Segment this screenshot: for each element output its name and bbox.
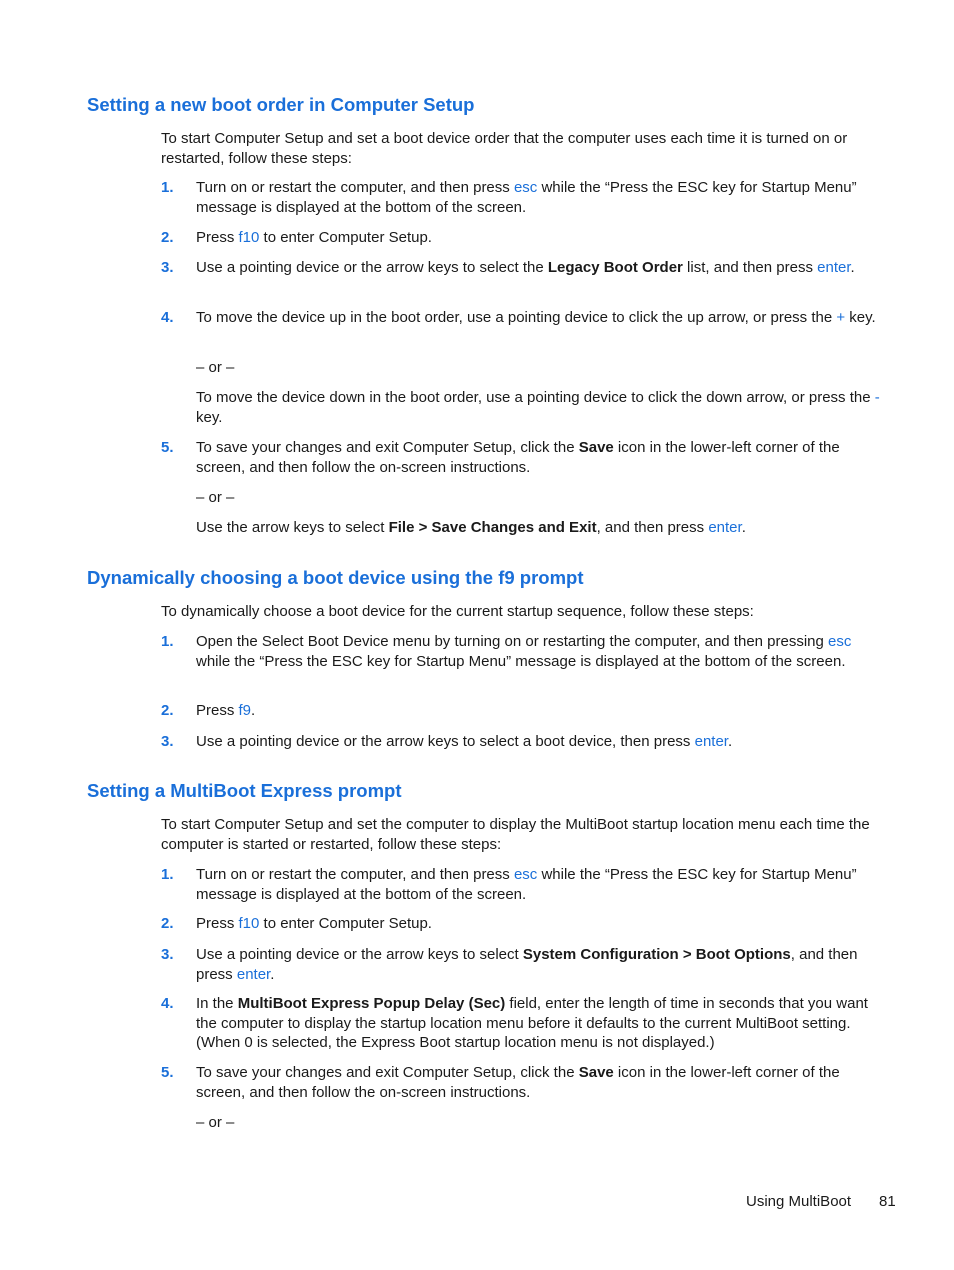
key-name: enter	[236, 965, 271, 983]
step-number: 1.	[161, 633, 174, 650]
step-text-alternative: To move the device down in the boot order, use a pointing device to click the down arrow, or press the - key.	[196, 389, 880, 426]
step-number: 2.	[161, 915, 174, 932]
step-number: 4.	[161, 995, 174, 1012]
ui-term: System Configuration > Boot Options	[522, 946, 791, 963]
section-heading-f9-prompt: Dynamically choosing a boot device using the f9 prompt	[87, 567, 584, 588]
step-number: 3.	[161, 733, 174, 750]
step-text: Open the Select Boot Device menu by turning on or restarting the computer, and then pressing esc while the “Press the ESC key for Startup Menu” message is displayed at the bottom of the screen.	[196, 633, 852, 670]
step-text: Use a pointing device or the arrow keys to select the Legacy Boot Order list, and then press enter.	[196, 259, 855, 276]
step-number: 5.	[161, 439, 174, 456]
key-name: esc	[513, 179, 538, 196]
key-name: +	[836, 309, 846, 326]
step-text-alternative: Use the arrow keys to select File > Save Changes and Exit, and then press enter.	[196, 519, 746, 536]
key-name: f9	[238, 702, 252, 719]
step-text: Use a pointing device or the arrow keys to select System Configuration > Boot Options, and then press enter.	[196, 946, 858, 983]
page-number: 81	[879, 1193, 896, 1210]
section-intro: To dynamically choose a boot device for the current startup sequence, follow these steps:	[161, 603, 754, 620]
ui-term: Legacy Boot Order	[547, 259, 683, 276]
key-name: f10	[238, 229, 260, 246]
ui-term: Save	[578, 439, 614, 456]
step-text: Press f10 to enter Computer Setup.	[196, 915, 432, 932]
step-text: Press f10 to enter Computer Setup.	[196, 229, 432, 246]
key-name: esc	[828, 633, 852, 650]
step-text: Use a pointing device or the arrow keys to select a boot device, then press enter.	[196, 733, 733, 750]
step-text: Press f9.	[196, 702, 256, 719]
section-heading-boot-order: Setting a new boot order in Computer Setup	[87, 94, 475, 115]
or-separator: – or –	[196, 489, 235, 506]
or-separator: – or –	[196, 359, 235, 376]
step-number: 2.	[161, 702, 174, 719]
ui-term: File > Save Changes and Exit	[388, 519, 597, 536]
ui-term: Save	[578, 1064, 614, 1081]
key-name: f10	[238, 915, 260, 932]
key-name: -	[874, 389, 880, 406]
key-name: esc	[513, 866, 538, 883]
key-name: enter	[694, 733, 728, 750]
step-number: 1.	[161, 866, 174, 883]
step-text: Turn on or restart the computer, and then press esc while the “Press the ESC key for Startup Menu” message is displayed at the bottom of the screen.	[196, 866, 857, 903]
ui-term: MultiBoot Express Popup Delay (Sec)	[237, 995, 506, 1012]
step-number: 4.	[161, 309, 174, 326]
step-number: 3.	[161, 946, 174, 963]
step-number: 2.	[161, 229, 174, 246]
step-number: 5.	[161, 1064, 174, 1081]
key-name: enter	[817, 259, 851, 276]
step-number: 3.	[161, 259, 174, 276]
step-text: In the MultiBoot Express Popup Delay (Sec) field, enter the length of time in seconds that you want the computer to display the startup location menu before it defaults to the current MultiBoot setting. (When 0 is selected, the Express Boot startup location menu is not displayed.)	[196, 995, 868, 1051]
step-text: To save your changes and exit Computer Setup, click the Save icon in the lower-left corner of the screen, and then follow the on-screen instructions.	[196, 1064, 840, 1101]
or-separator: – or –	[196, 1114, 235, 1131]
section-intro: To start Computer Setup and set a boot device order that the computer uses each time it is turned on or restarted, follow these steps:	[161, 130, 848, 167]
step-text: To save your changes and exit Computer Setup, click the Save icon in the lower-left corner of the screen, and then follow the on-screen instructions.	[196, 439, 840, 476]
step-number: 1.	[161, 179, 174, 196]
key-name: enter	[708, 519, 742, 536]
step-text: To move the device up in the boot order, use a pointing device to click the up arrow, or press the + key.	[196, 309, 876, 326]
section-heading-multiboot-express: Setting a MultiBoot Express prompt	[87, 780, 402, 801]
step-text: Turn on or restart the computer, and then press esc while the “Press the ESC key for Startup Menu” message is displayed at the bottom of the screen.	[196, 179, 857, 216]
footer-chapter-title: Using MultiBoot	[746, 1193, 852, 1210]
section-intro: To start Computer Setup and set the computer to display the MultiBoot startup location menu each time the computer is started or restarted, follow these steps:	[161, 816, 870, 853]
